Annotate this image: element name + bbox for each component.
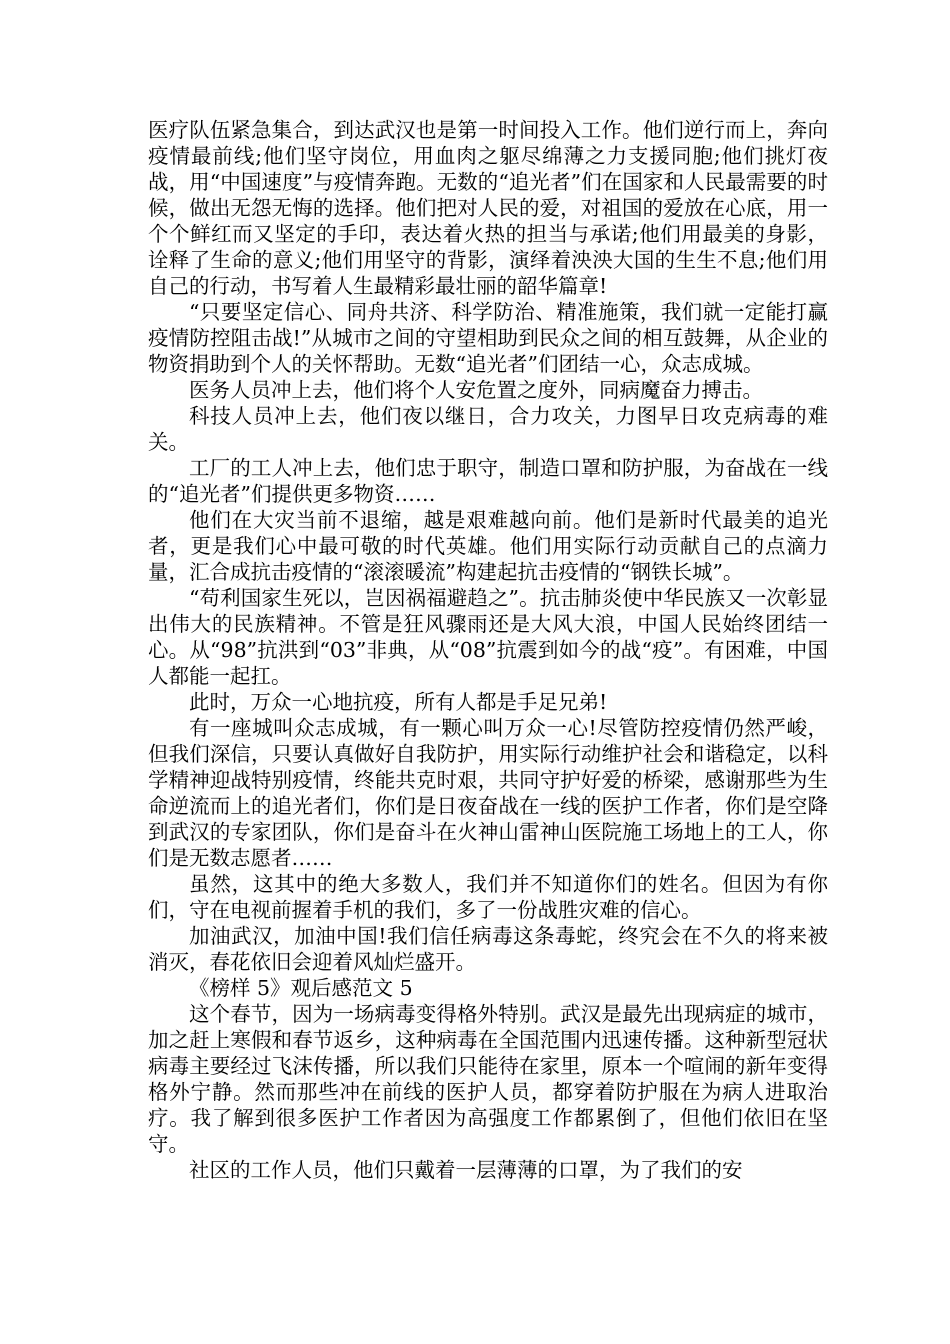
paragraph-10: 虽然，这其中的绝大多数人，我们并不知道你们的姓名。但因为有你们，守在电视前握着手机的我们，多了一份战胜灾难的信心。 xyxy=(148,872,828,922)
paragraph-8: 此时，万众一心地抗疫，所有人都是手足兄弟! xyxy=(189,690,608,714)
paragraph-5: 工厂的工人冲上去，他们忠于职守，制造口罩和防护服，为奋战在一线的“追光者”们提供更多物资…… xyxy=(148,456,828,506)
paragraph-1: 医疗队伍紧急集合，到达武汉也是第一时间投入工作。他们逆行而上，奔向疫情最前线;他们坚守岗位，用血肉之躯尽绵薄之力支援同胞;他们挑灯夜战，用“中国速度”与疫情奔跑。无数的“追光者”们在国家和人民最需要的时候，做出无怨无悔的选择。他们把对人民的爱，对祖国的爱放在心底，用一个个鲜红而又坚定的手印，表达着火热的担当与承诺;他们用最美的身影，诠释了生命的意义;他们用坚守的背影，演绎着泱泱大国的生生不息;他们用自己的行动，书写着人生最精彩最壮丽的韶华篇章! xyxy=(148,118,828,298)
paragraph-12: 这个春节，因为一场病毒变得格外特别。武汉是最先出现病症的城市，加之赶上寒假和春节返乡，这种病毒在全国范围内迅速传播。这种新型冠状病毒主要经过飞沫传播，所以我们只能待在家里，原本一个喧闹的新年变得格外宁静。然而那些冲在前线的医护人员，都穿着防护服在为病人进取治疗。我了解到很多医护工作者因为高强度工作都累倒了，但他们依旧在坚守。 xyxy=(148,1002,828,1156)
paragraph-2: “只要坚定信心、同舟共济、科学防治、精准施策，我们就一定能打赢疫情防控阻击战!”从城市之间的守望相助到民众之间的相互鼓舞，从企业的物资捐助到个人的关怀帮助。无数“追光者”们团结一心，众志成城。 xyxy=(148,300,828,376)
document-body xyxy=(148,117,828,1183)
paragraph-13: 社区的工作人员，他们只戴着一层薄薄的口罩，为了我们的安 xyxy=(189,1158,743,1182)
paragraph-7: “苟利国家生死以，岂因祸福避趋之”。抗击肺炎使中华民族又一次彰显出伟大的民族精神。不管是狂风骤雨还是大风大浪，中国人民始终团结一心。从“98”抗洪到“03”非典，从“08”抗震到如今的战“疫”。有困难，中国人都能一起扛。 xyxy=(148,586,828,688)
paragraph-11: 加油武汉，加油中国!我们信任病毒这条毒蛇，终究会在不久的将来被消灭，春花依旧会迎着风灿烂盛开。 xyxy=(148,924,828,974)
paragraph-6: 他们在大灾当前不退缩，越是艰难越向前。他们是新时代最美的追光者，更是我们心中最可敬的时代英雄。他们用实际行动贡献自己的点滴力量，汇合成抗击疫情的“滚滚暖流”构建起抗击疫情的“钢铁长城”。 xyxy=(148,508,828,584)
paragraph-3: 医务人员冲上去，他们将个人安危置之度外，同病魔奋力搏击。 xyxy=(189,378,763,402)
section-heading: 《榜样 5》观后感范文 5 xyxy=(189,976,413,1000)
paragraph-4: 科技人员冲上去，他们夜以继日，合力攻关，力图早日攻克病毒的难关。 xyxy=(148,404,828,454)
paragraph-9: 有一座城叫众志成城，有一颗心叫万众一心!尽管防控疫情仍然严峻，但我们深信，只要认真做好自我防护，用实际行动维护社会和谐稳定，以科学精神迎战特别疫情，终能共克时艰，共同守护好爱的桥梁，感谢那些为生命逆流而上的追光者们，你们是日夜奋战在一线的医护工作者，你们是空降到武汉的专家团队，你们是奋斗在火神山雷神山医院施工场地上的工人，你们是无数志愿者…… xyxy=(148,716,828,870)
